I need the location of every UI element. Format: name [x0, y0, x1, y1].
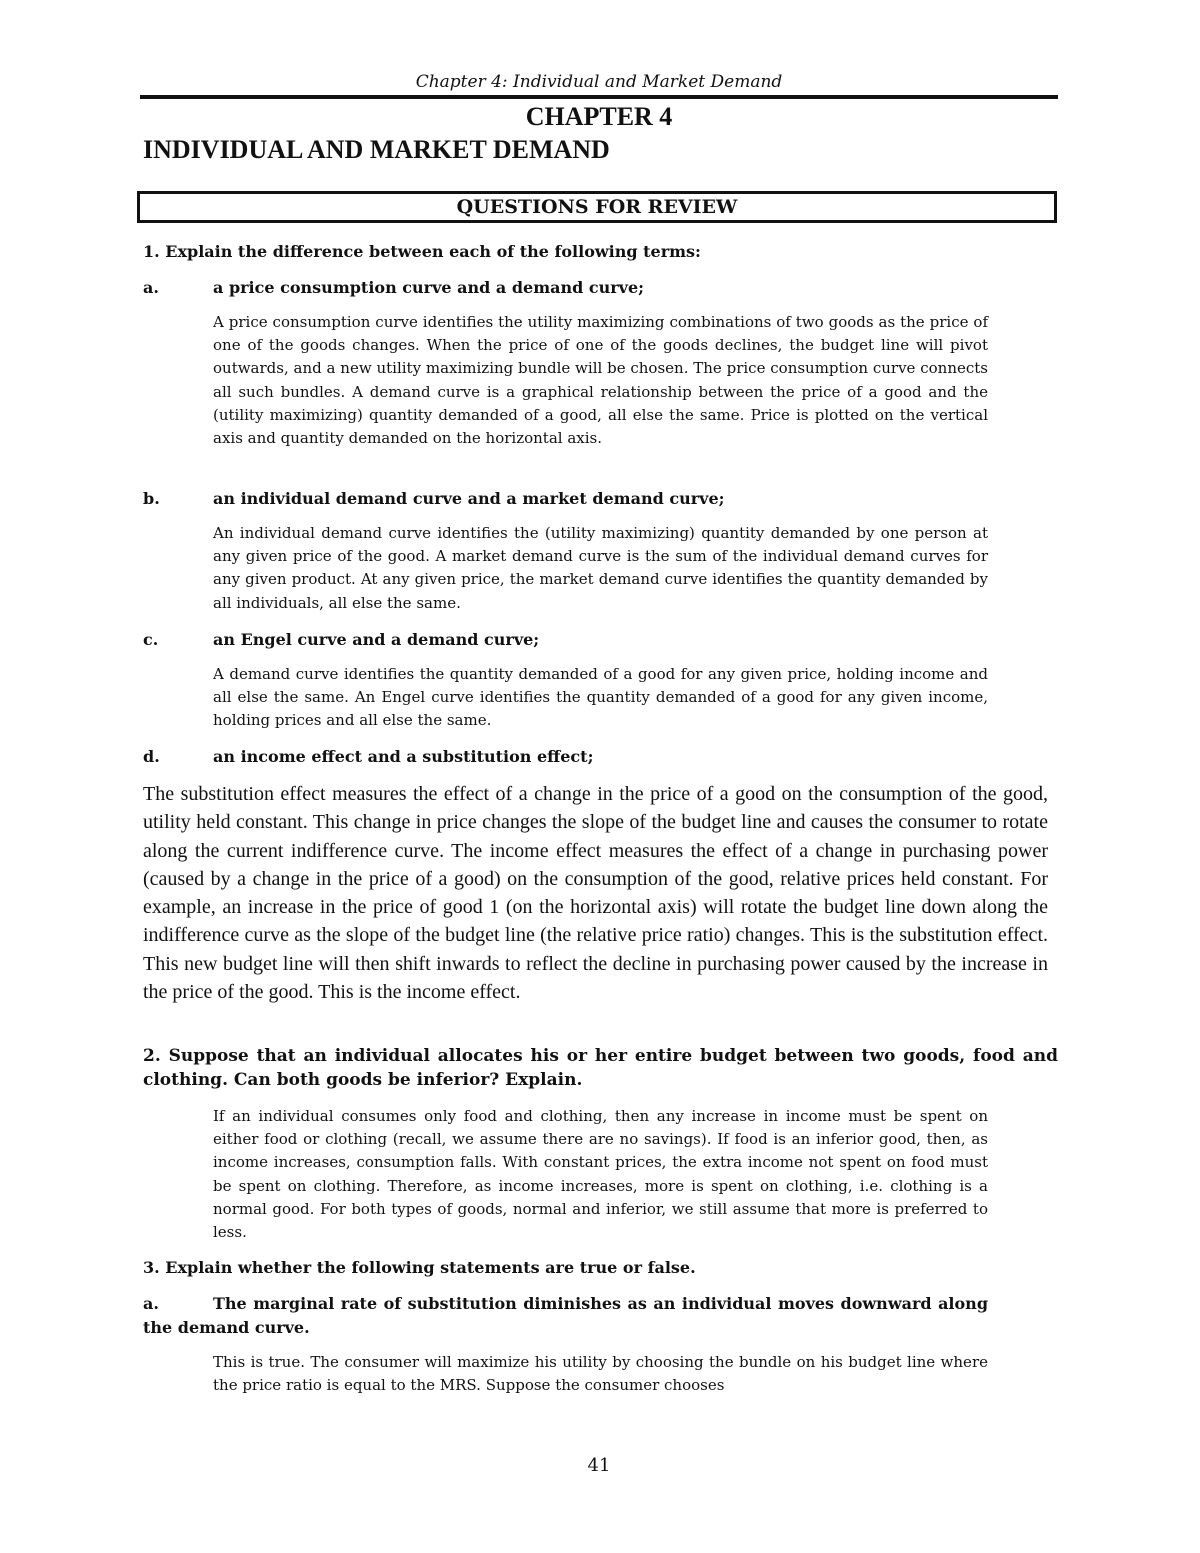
item-term: a price consumption curve and a demand curve;: [213, 278, 645, 297]
page-number: 41: [587, 1455, 611, 1476]
question-1a: [143, 276, 1058, 300]
item-label: a.: [143, 1294, 159, 1313]
item-term: The marginal rate of substitution diminishes as an individual moves downward along the demand curve.: [143, 1294, 988, 1337]
answer-1c: A demand curve identifies the quantity demanded of a good for any given price, holding income and all else the same. An Engel curve identifies the quantity demanded of a good for any given income, holding prices and all else the same.: [213, 665, 988, 730]
answer-1b: An individual demand curve identifies the (utility maximizing) quantity demanded by one person at any given price of the good. A market demand curve is the sum of the individual demand curves for any given product. At any given price, the market demand curve identifies the quantity demanded by all individuals, all else the same.: [213, 524, 988, 612]
chapter-title: INDIVIDUAL AND MARKET DEMAND: [143, 135, 610, 164]
item-term: an Engel curve and a demand curve;: [213, 630, 540, 649]
answer-1a: A price consumption curve identifies the utility maximizing combinations of two goods as the price of one of the goods changes. When the price of one of the goods declines, the budget line will pivot outwards, and a new utility maximizing bundle will be chosen. The price consumption curve connects all such bundles. A demand curve is a graphical relationship between the price of a good and the (utility maximizing) quantity demanded of a good, all else the same. Price is plotted on the vertical axis and quantity demanded on the horizontal axis.: [213, 313, 988, 448]
question-1b: [143, 487, 1058, 511]
answer-3a: This is true. The consumer will maximize his utility by choosing the bundle on his budget line where the price ratio is equal to the MRS. Suppose the consumer chooses: [213, 1353, 988, 1395]
running-header: Chapter 4: Individual and Market Demand: [415, 72, 783, 92]
item-label: d.: [143, 747, 160, 766]
question-1c: [143, 628, 1058, 652]
question-1d: [143, 745, 1058, 769]
item-term: an individual demand curve and a market demand curve;: [213, 489, 725, 508]
item-label: c.: [143, 630, 159, 649]
item-label: a.: [143, 278, 159, 297]
answer-1d: The substitution effect measures the effect of a change in the price of a good on the consumption of the good, utility held constant. This change in price changes the slope of the budget line and causes the consumer to rotate along the current indifference curve. The income effect measures the effect of a change in purchasing power (caused by a change in the price of a good) on the consumption of the good, relative prices held constant. For example, an increase in the price of good 1 (on the horizontal axis) will rotate the budget line down along the indifference curve as the slope of the budget line (the relative price ratio) changes. This is the substitution effect. This new budget line will then shift inwards to reflect the decline in purchasing power caused by the increase in the price of the good. This is the income effect.: [143, 783, 1048, 1004]
question-2: 2. Suppose that an individual allocates his or her entire budget between two goods, food and clothing. Can both goods be inferior? Explain.: [143, 1046, 1058, 1090]
header-rule: [140, 95, 1058, 99]
question-3a: [143, 1292, 988, 1340]
item-term: an income effect and a substitution effect;: [213, 747, 594, 766]
answer-2: If an individual consumes only food and clothing, then any increase in income must be spent on either food or clothing (recall, we assume there are no savings). If food is an inferior good, then, as income increases, consumption falls. With constant prices, the extra income not spent on food must be spent on clothing. Therefore, as income increases, more is spent on clothing, i.e. clothing is a normal good. For both types of goods, normal and inferior, we still assume that more is preferred to less.: [213, 1107, 988, 1242]
section-heading: QUESTIONS FOR REVIEW: [137, 191, 1057, 223]
chapter-number: CHAPTER 4: [525, 102, 673, 131]
question-1: 1. Explain the difference between each of the following terms:: [143, 242, 701, 261]
item-label: b.: [143, 489, 160, 508]
question-3: 3. Explain whether the following statements are true or false.: [143, 1258, 696, 1277]
